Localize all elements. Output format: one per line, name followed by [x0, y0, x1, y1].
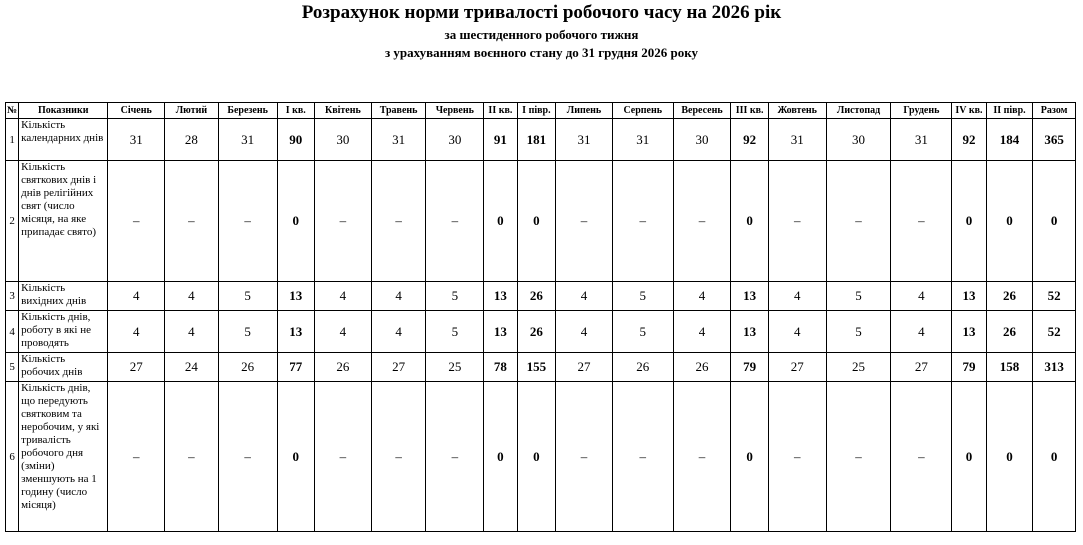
- value-cell: 26: [315, 353, 372, 382]
- value-cell: 4: [556, 311, 613, 353]
- row-number: 5: [6, 353, 19, 382]
- value-cell: –: [315, 382, 372, 532]
- row-number: 3: [6, 282, 19, 311]
- value-cell: 5: [426, 282, 484, 311]
- table-row: [6, 382, 1076, 532]
- value-cell: 91: [484, 119, 517, 161]
- value-cell: –: [891, 382, 952, 532]
- value-cell: –: [426, 161, 484, 282]
- value-cell: 5: [426, 311, 484, 353]
- header-cell: Квітень: [315, 103, 372, 119]
- value-cell: 27: [556, 353, 613, 382]
- value-cell: 4: [556, 282, 613, 311]
- header-row: [6, 103, 1076, 119]
- value-cell: 31: [612, 119, 673, 161]
- header-cell: Червень: [426, 103, 484, 119]
- value-cell: 25: [826, 353, 891, 382]
- header-cell: Липень: [556, 103, 613, 119]
- value-cell: 0: [484, 161, 517, 282]
- value-cell: 26: [218, 353, 277, 382]
- value-cell: 0: [517, 382, 556, 532]
- value-cell: –: [426, 382, 484, 532]
- value-cell: 13: [277, 311, 314, 353]
- value-cell: 13: [952, 282, 986, 311]
- header-cell: Лютий: [165, 103, 219, 119]
- value-cell: 184: [986, 119, 1033, 161]
- header-cell: Серпень: [612, 103, 673, 119]
- value-cell: 79: [952, 353, 986, 382]
- value-cell: 4: [315, 282, 372, 311]
- header-cell: Грудень: [891, 103, 952, 119]
- value-cell: 4: [108, 282, 165, 311]
- value-cell: 4: [371, 282, 426, 311]
- value-cell: 30: [426, 119, 484, 161]
- header-cell: Показники: [19, 103, 108, 119]
- value-cell: 92: [952, 119, 986, 161]
- value-cell: 0: [986, 382, 1033, 532]
- value-cell: 4: [673, 311, 731, 353]
- value-cell: 0: [517, 161, 556, 282]
- value-cell: 13: [731, 311, 768, 353]
- value-cell: 30: [315, 119, 372, 161]
- row-number: 4: [6, 311, 19, 353]
- value-cell: 13: [484, 282, 517, 311]
- working-time-table: [5, 102, 1076, 532]
- value-cell: 5: [612, 282, 673, 311]
- header-cell: І півр.: [517, 103, 556, 119]
- value-cell: 4: [768, 282, 826, 311]
- subtitle-workweek: за шестиденного робочого тижня: [444, 27, 639, 42]
- value-cell: 26: [673, 353, 731, 382]
- value-cell: –: [673, 161, 731, 282]
- value-cell: 4: [891, 311, 952, 353]
- header-cell: ІІ кв.: [484, 103, 517, 119]
- value-cell: 5: [826, 311, 891, 353]
- value-cell: 31: [371, 119, 426, 161]
- value-cell: –: [165, 382, 219, 532]
- header-cell: Жовтень: [768, 103, 826, 119]
- value-cell: 5: [218, 282, 277, 311]
- table-row: [6, 161, 1076, 282]
- value-cell: 4: [673, 282, 731, 311]
- value-cell: 52: [1033, 311, 1076, 353]
- value-cell: 90: [277, 119, 314, 161]
- value-cell: 0: [1033, 161, 1076, 282]
- table-row: [6, 353, 1076, 382]
- value-cell: 13: [484, 311, 517, 353]
- value-cell: –: [108, 382, 165, 532]
- value-cell: 26: [517, 311, 556, 353]
- value-cell: –: [612, 382, 673, 532]
- value-cell: 4: [891, 282, 952, 311]
- value-cell: 0: [277, 161, 314, 282]
- indicator-label: Кількість робочих днів: [19, 353, 108, 382]
- header-cell: Січень: [108, 103, 165, 119]
- value-cell: 31: [556, 119, 613, 161]
- value-cell: 13: [731, 282, 768, 311]
- value-cell: –: [108, 161, 165, 282]
- value-cell: –: [165, 161, 219, 282]
- value-cell: 26: [986, 311, 1033, 353]
- value-cell: 0: [952, 382, 986, 532]
- value-cell: 365: [1033, 119, 1076, 161]
- header-cell: Березень: [218, 103, 277, 119]
- value-cell: 5: [218, 311, 277, 353]
- value-cell: 26: [612, 353, 673, 382]
- value-cell: –: [218, 382, 277, 532]
- value-cell: 27: [891, 353, 952, 382]
- indicator-label: Кількість святкових днів і днів релігійних свят (число місяця, на яке припадає свято): [19, 161, 108, 282]
- value-cell: 0: [484, 382, 517, 532]
- indicator-label: Кількість календарних днів: [19, 119, 108, 161]
- header-cell: №: [6, 103, 19, 119]
- row-number: 2: [6, 161, 19, 282]
- value-cell: 0: [1033, 382, 1076, 532]
- indicator-label: Кількість днів, що передують святковим та неробочим, у які тривалість робочого дня (зміни) зменшують на 1 годину (число місяця): [19, 382, 108, 532]
- header-cell: ІV кв.: [952, 103, 986, 119]
- subtitle-martial-law: з урахуванням воєнного стану до 31 грудня 2026 року: [384, 45, 699, 60]
- header-cell: І кв.: [277, 103, 314, 119]
- value-cell: 0: [277, 382, 314, 532]
- value-cell: –: [556, 382, 613, 532]
- value-cell: 5: [612, 311, 673, 353]
- value-cell: 79: [731, 353, 768, 382]
- value-cell: –: [891, 161, 952, 282]
- value-cell: 0: [952, 161, 986, 282]
- value-cell: 4: [165, 311, 219, 353]
- value-cell: 13: [952, 311, 986, 353]
- value-cell: 13: [277, 282, 314, 311]
- indicator-label: Кількість вихідних днів: [19, 282, 108, 311]
- value-cell: 77: [277, 353, 314, 382]
- value-cell: 155: [517, 353, 556, 382]
- value-cell: 26: [517, 282, 556, 311]
- value-cell: 0: [731, 161, 768, 282]
- value-cell: –: [826, 382, 891, 532]
- row-number: 1: [6, 119, 19, 161]
- value-cell: 0: [731, 382, 768, 532]
- value-cell: 27: [108, 353, 165, 382]
- header-cell: Травень: [371, 103, 426, 119]
- value-cell: 92: [731, 119, 768, 161]
- value-cell: 4: [768, 311, 826, 353]
- value-cell: 181: [517, 119, 556, 161]
- row-number: 6: [6, 382, 19, 532]
- header-cell: ІІІ кв.: [731, 103, 768, 119]
- table-row: [6, 282, 1076, 311]
- indicator-label: Кількість днів, роботу в які не проводять: [19, 311, 108, 353]
- value-cell: 25: [426, 353, 484, 382]
- value-cell: –: [315, 161, 372, 282]
- value-cell: 24: [165, 353, 219, 382]
- value-cell: 158: [986, 353, 1033, 382]
- value-cell: –: [768, 382, 826, 532]
- header-cell: Вересень: [673, 103, 731, 119]
- value-cell: –: [612, 161, 673, 282]
- value-cell: 4: [165, 282, 219, 311]
- table-row: [6, 311, 1076, 353]
- value-cell: 4: [108, 311, 165, 353]
- value-cell: –: [826, 161, 891, 282]
- value-cell: 30: [673, 119, 731, 161]
- value-cell: –: [371, 382, 426, 532]
- value-cell: 4: [371, 311, 426, 353]
- table-row: [6, 119, 1076, 161]
- value-cell: –: [218, 161, 277, 282]
- value-cell: –: [556, 161, 613, 282]
- value-cell: 31: [891, 119, 952, 161]
- value-cell: 26: [986, 282, 1033, 311]
- value-cell: 5: [826, 282, 891, 311]
- value-cell: –: [768, 161, 826, 282]
- header-cell: Разом: [1033, 103, 1076, 119]
- header-cell: Листопад: [826, 103, 891, 119]
- value-cell: 0: [986, 161, 1033, 282]
- page-title: Розрахунок норми тривалості робочого часу на 2026 рік: [301, 2, 782, 23]
- value-cell: 27: [768, 353, 826, 382]
- value-cell: 31: [108, 119, 165, 161]
- value-cell: –: [673, 382, 731, 532]
- value-cell: 27: [371, 353, 426, 382]
- value-cell: 31: [218, 119, 277, 161]
- value-cell: 28: [165, 119, 219, 161]
- value-cell: 31: [768, 119, 826, 161]
- value-cell: 4: [315, 311, 372, 353]
- value-cell: –: [371, 161, 426, 282]
- value-cell: 30: [826, 119, 891, 161]
- value-cell: 78: [484, 353, 517, 382]
- value-cell: 52: [1033, 282, 1076, 311]
- value-cell: 313: [1033, 353, 1076, 382]
- header-cell: ІІ півр.: [986, 103, 1033, 119]
